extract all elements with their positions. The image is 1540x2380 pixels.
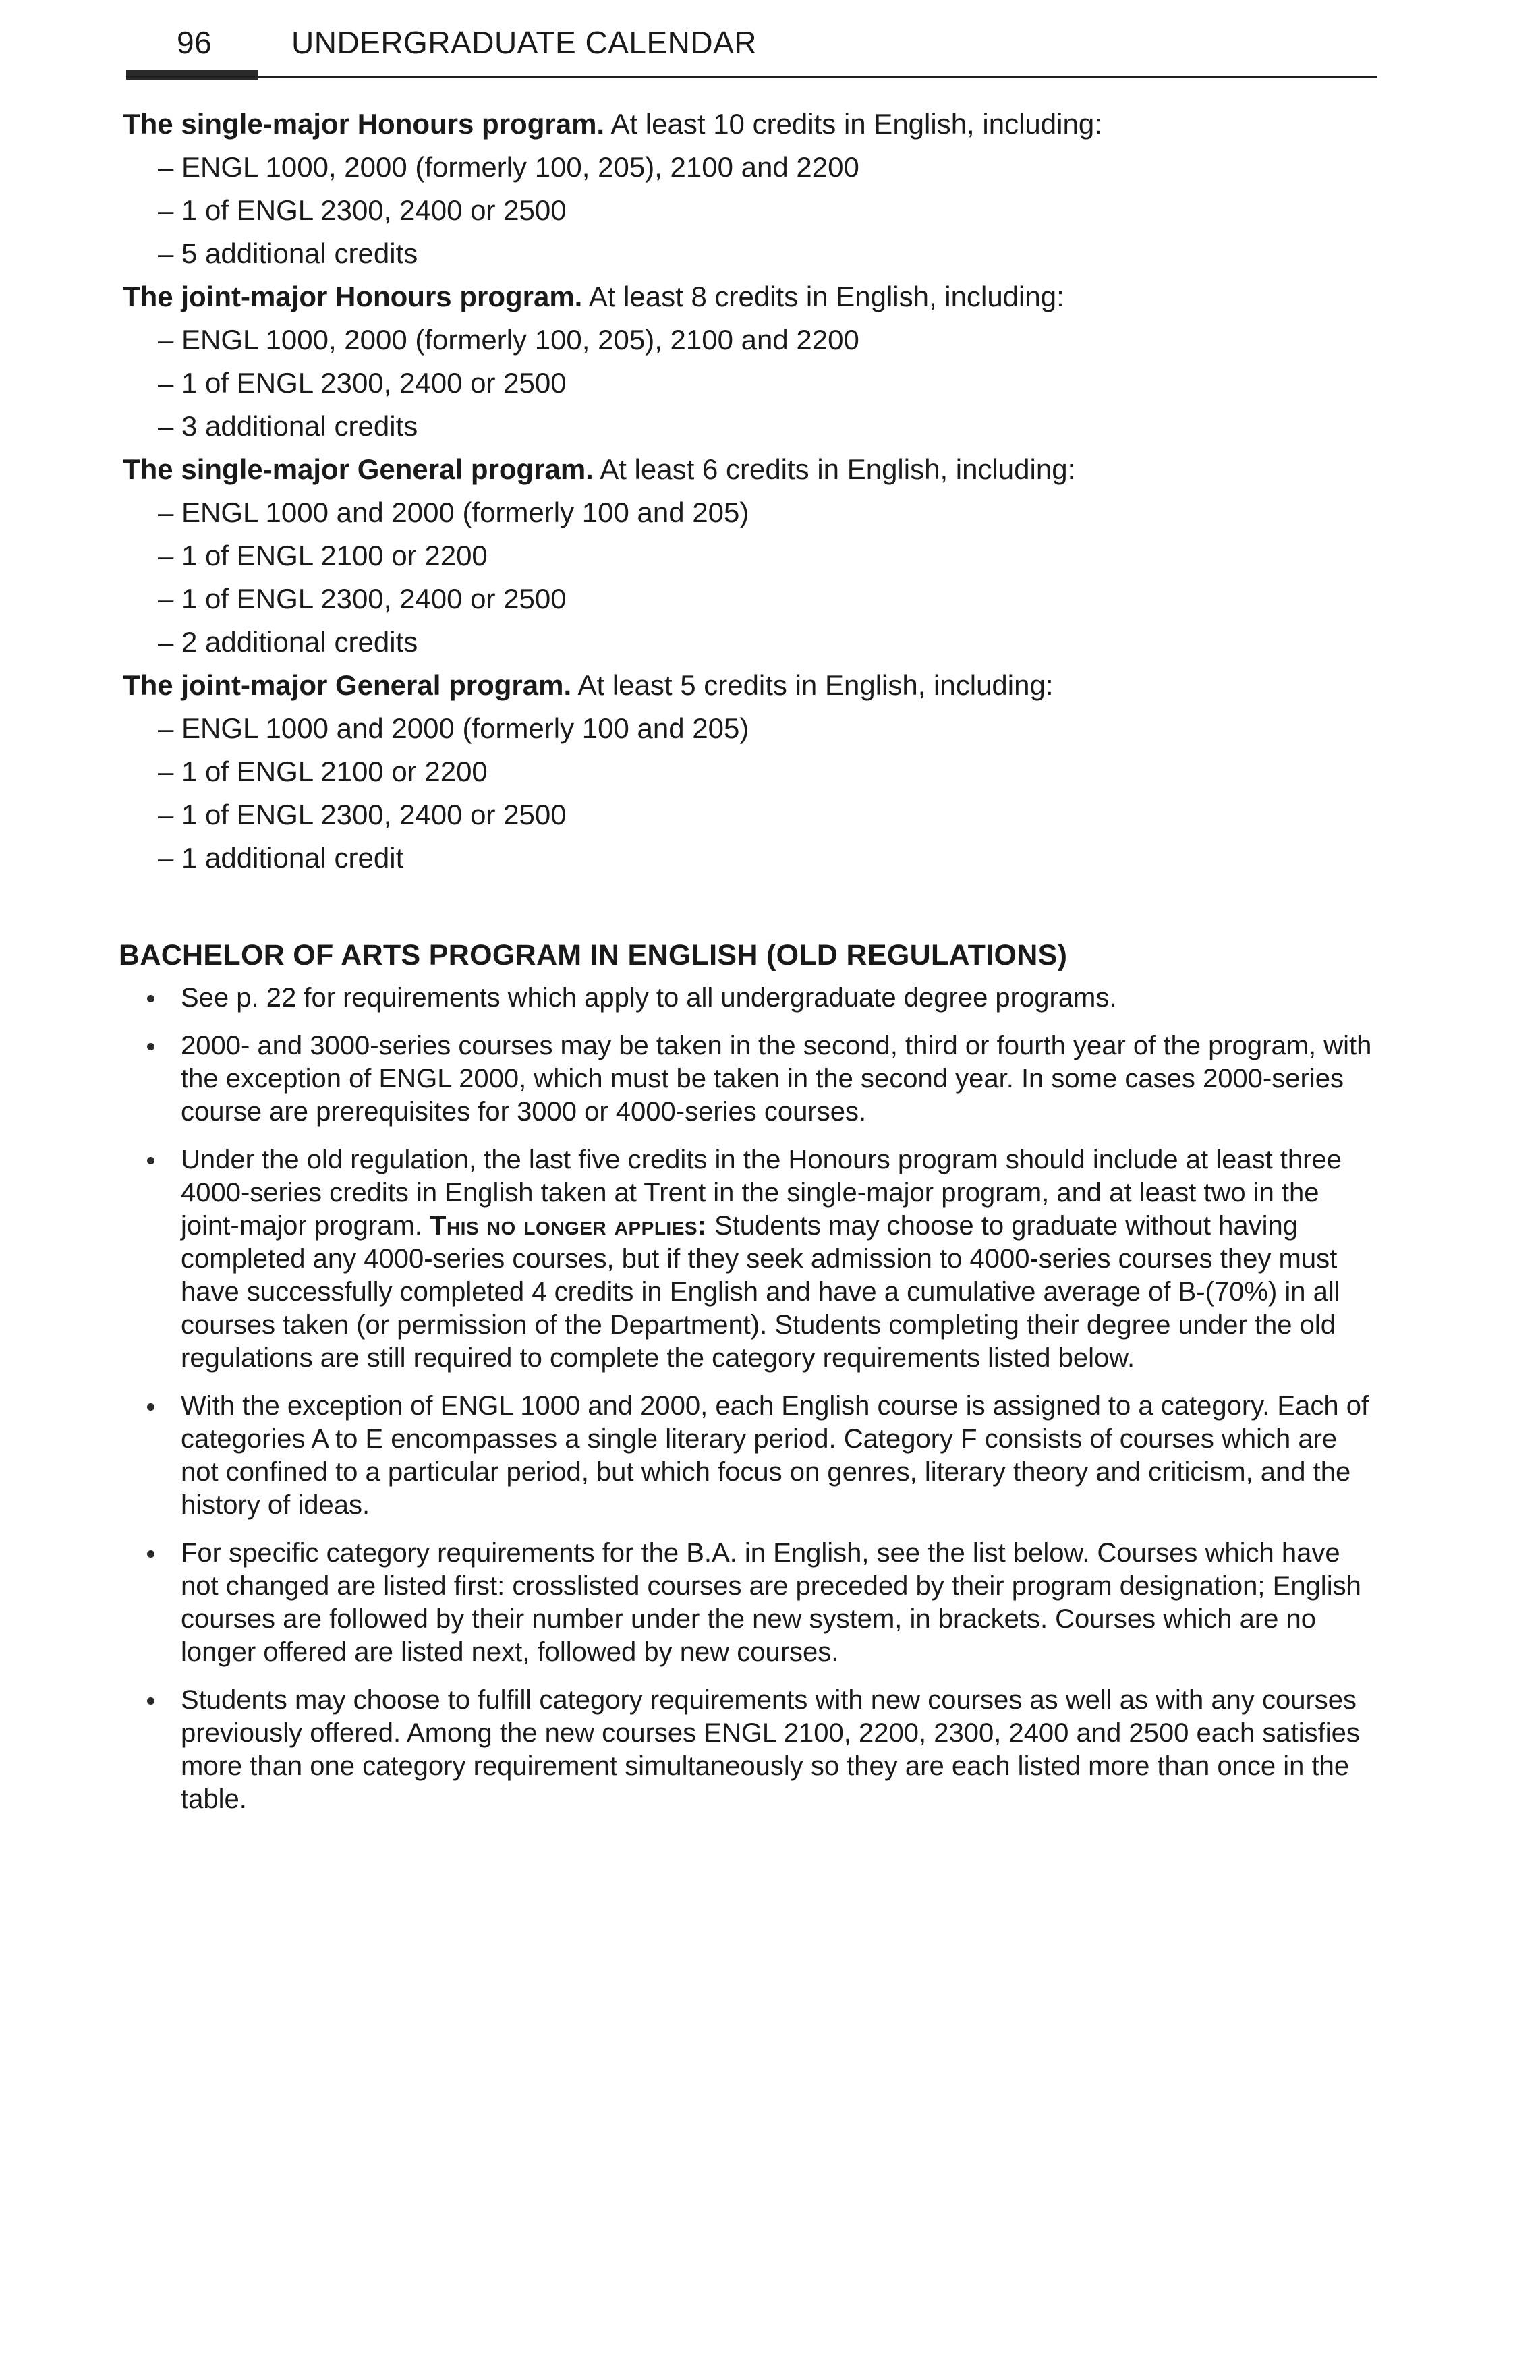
- program-name: The single-major Honours program.: [123, 108, 605, 140]
- requirement-item: – 1 of ENGL 2100 or 2200: [158, 756, 488, 787]
- page-number: 96: [177, 25, 212, 60]
- bullet-icon: [147, 1403, 154, 1411]
- bullet-item: [119, 1390, 1380, 1522]
- program-heading: [123, 103, 1404, 146]
- bullet-text: Students may choose to fulfill category requirements with new courses as well as with any courses previously offered. Among the new courses ENGL 2100, 2200, 2300, 2400 and 2500 each satisfies more than one category requirement simultaneously so they are each listed more than once in the table.: [181, 1685, 1360, 1814]
- program-heading: [123, 664, 1404, 707]
- bullet-text: Students may choose to graduate without having completed any 4000-series courses, but if they seek admission to 4000-series courses they must have successfully completed 4 credits in English and have a cumulative average of B-(70%) in all courses taken (or permission of the Department). Students completing their degree under the old regulations are still required to complete the category requirements listed below.: [181, 1211, 1340, 1373]
- requirement-item: – 1 of ENGL 2300, 2400 or 2500: [158, 367, 567, 399]
- bullet-icon: [147, 1550, 154, 1558]
- requirement-item: – 5 additional credits: [158, 237, 418, 269]
- requirement-item: – ENGL 1000 and 2000 (formerly 100 and 205): [158, 712, 749, 744]
- page-header: [177, 24, 757, 61]
- bullet-text: With the exception of ENGL 1000 and 2000, each English course is assigned to a category. Each of categories A to E encompasses a single literary period. Category F consists of courses which are not confined to a particular period, but which focus on genres, literary theory and criticism, and the history of ideas.: [181, 1391, 1369, 1520]
- program-joint-major-general: [123, 664, 1404, 880]
- requirement-item: – 1 additional credit: [158, 842, 404, 874]
- program-heading: [123, 448, 1404, 491]
- requirement-item: – ENGL 1000 and 2000 (formerly 100 and 205): [158, 497, 749, 528]
- requirement-item: – ENGL 1000, 2000 (formerly 100, 205), 2100 and 2200: [158, 324, 859, 356]
- program-name: The joint-major General program.: [123, 669, 572, 701]
- program-joint-major-honours: [123, 275, 1404, 448]
- program-summary: At least 6 credits in English, including:: [600, 453, 1076, 485]
- requirement-item: – 2 additional credits: [158, 626, 418, 658]
- program-summary: At least 10 credits in English, including:: [610, 108, 1102, 140]
- bullet-item: [119, 1143, 1380, 1375]
- program-heading: [123, 275, 1404, 318]
- old-regulations-section: [119, 939, 1380, 1831]
- requirement-item: – ENGL 1000, 2000 (formerly 100, 205), 2100 and 2200: [158, 151, 859, 183]
- header-rule: [126, 76, 1377, 78]
- program-summary: At least 8 credits in English, including:: [588, 281, 1064, 312]
- requirement-item: – 1 of ENGL 2300, 2400 or 2500: [158, 799, 567, 830]
- bullet-item: [119, 1537, 1380, 1669]
- program-name: The single-major General program.: [123, 453, 594, 485]
- requirement-item: – 1 of ENGL 2300, 2400 or 2500: [158, 583, 567, 615]
- program-single-major-honours: [123, 103, 1404, 275]
- requirement-item: – 1 of ENGL 2300, 2400 or 2500: [158, 194, 567, 226]
- program-name: The joint-major Honours program.: [123, 281, 583, 312]
- bullet-icon: [147, 1043, 154, 1050]
- running-title: UNDERGRADUATE CALENDAR: [291, 25, 758, 60]
- bullet-item: [119, 1684, 1380, 1816]
- section-heading: BACHELOR OF ARTS PROGRAM IN ENGLISH (OLD REGULATIONS): [119, 939, 1068, 971]
- bullet-icon: [147, 1157, 154, 1164]
- bullet-icon: [147, 1697, 154, 1705]
- bullet-item: [119, 1029, 1380, 1129]
- emphasis-notice: This no longer applies:: [430, 1211, 707, 1241]
- bullet-icon: [147, 995, 154, 1002]
- bullet-list: [119, 982, 1380, 1816]
- bullet-text: See p. 22 for requirements which apply to all undergraduate degree programs.: [181, 983, 1117, 1013]
- bullet-text: Under the old regulation, the last five credits in the Honours program should include at least three 4000-series credits in English taken at Trent in the single-major program, and at least two in the joint-major program.: [181, 1145, 1342, 1241]
- bullet-text: For specific category requirements for the B.A. in English, see the list below. Courses which have not changed are listed first: crosslisted courses are preceded by their program designation; English courses are followed by their number under the new system, in brackets. Courses which are no longer offered are listed next, followed by new courses.: [181, 1538, 1361, 1667]
- bullet-item: [119, 982, 1380, 1015]
- program-single-major-general: [123, 448, 1404, 664]
- program-summary: At least 5 credits in English, including:: [577, 669, 1054, 701]
- requirement-item: – 3 additional credits: [158, 410, 418, 442]
- bullet-text: 2000- and 3000-series courses may be taken in the second, third or fourth year of the program, with the exception of ENGL 2000, which must be taken in the second year. In some cases 2000-series course are prerequisites for 3000 or 4000-series courses.: [181, 1031, 1372, 1127]
- requirement-item: – 1 of ENGL 2100 or 2200: [158, 540, 488, 571]
- program-requirements: [123, 103, 1404, 880]
